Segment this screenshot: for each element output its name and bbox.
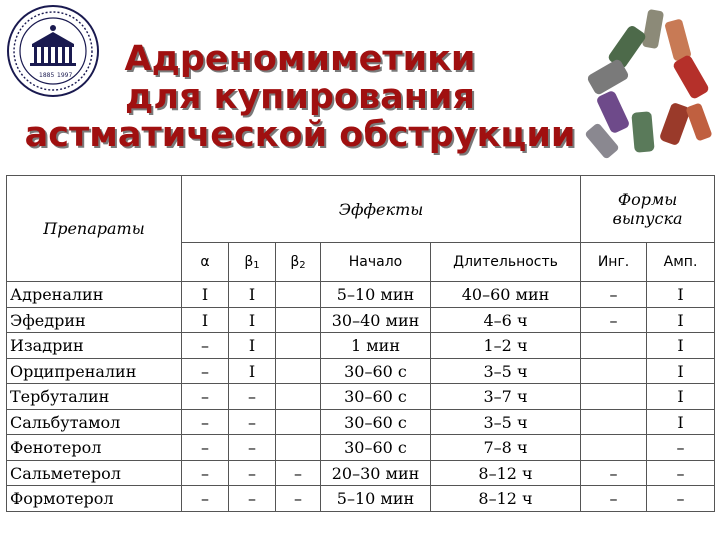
inhalation-cell xyxy=(581,384,647,410)
slide-title xyxy=(0,40,600,154)
ampoule-cell: – xyxy=(647,435,715,461)
title-line-1: Адреномиметики xyxy=(124,39,476,79)
beta2-cell xyxy=(276,282,321,308)
duration-cell: 3–5 ч xyxy=(431,358,581,384)
header-beta1: $\beta_1$ xyxy=(229,243,276,282)
onset-cell: 20–30 мин xyxy=(321,460,431,486)
onset-cell: 5–10 мин xyxy=(321,486,431,512)
beta2-cell xyxy=(276,333,321,359)
drug-name-cell: Формотерол xyxy=(7,486,182,512)
drug-name-cell: Изадрин xyxy=(7,333,182,359)
header-ampoules: Амп. xyxy=(647,243,715,282)
ampoule-cell: I xyxy=(647,409,715,435)
header-beta2: $\beta_2$ xyxy=(276,243,321,282)
header-inhalation: Инг. xyxy=(581,243,647,282)
table-row xyxy=(7,435,715,461)
inhalation-cell xyxy=(581,333,647,359)
adrenomimetics-table xyxy=(6,175,715,512)
drug-name-cell: Сальбутамол xyxy=(7,409,182,435)
inhalation-cell: – xyxy=(581,282,647,308)
duration-cell: 3–7 ч xyxy=(431,384,581,410)
drug-name-cell: Тербуталин xyxy=(7,384,182,410)
beta2-cell xyxy=(276,307,321,333)
drug-name-cell: Сальметерол xyxy=(7,460,182,486)
ampoule-cell: – xyxy=(647,486,715,512)
table-row xyxy=(7,333,715,359)
onset-cell: 30–60 с xyxy=(321,384,431,410)
ampoule-cell: I xyxy=(647,282,715,308)
table-row xyxy=(7,460,715,486)
header-onset: Начало xyxy=(321,243,431,282)
onset-cell: 30–40 мин xyxy=(321,307,431,333)
drug-name-cell: Адреналин xyxy=(7,282,182,308)
alpha-cell: – xyxy=(182,435,229,461)
table-row xyxy=(7,409,715,435)
alpha-cell: – xyxy=(182,333,229,359)
beta2-cell: – xyxy=(276,460,321,486)
beta1-cell: – xyxy=(229,435,276,461)
table-row xyxy=(7,358,715,384)
onset-cell: 1 мин xyxy=(321,333,431,359)
onset-cell: 5–10 мин xyxy=(321,282,431,308)
inhalation-cell xyxy=(581,409,647,435)
header-forms-line1: Формы xyxy=(617,190,678,210)
alpha-cell: I xyxy=(182,307,229,333)
header-effects: Эффекты xyxy=(182,176,581,243)
drug-name-cell: Эфедрин xyxy=(7,307,182,333)
duration-cell: 3–5 ч xyxy=(431,409,581,435)
duration-cell: 8–12 ч xyxy=(431,486,581,512)
title-line-2: для купирования xyxy=(125,77,475,117)
onset-cell: 30–60 с xyxy=(321,409,431,435)
header-duration: Длительность xyxy=(431,243,581,282)
onset-cell: 30–60 с xyxy=(321,435,431,461)
alpha-cell: – xyxy=(182,486,229,512)
drug-name-cell: Фенотерол xyxy=(7,435,182,461)
inhalation-cell: – xyxy=(581,460,647,486)
table-row xyxy=(7,307,715,333)
header-forms xyxy=(581,176,715,243)
beta1-cell: I xyxy=(229,358,276,384)
title-line-3: астматической обструкции xyxy=(24,115,576,155)
beta2-cell xyxy=(276,409,321,435)
header-drugs: Препараты xyxy=(7,176,182,282)
ampoule-cell: I xyxy=(647,333,715,359)
table-row xyxy=(7,486,715,512)
alpha-cell: – xyxy=(182,384,229,410)
duration-cell: 8–12 ч xyxy=(431,460,581,486)
inhalation-cell xyxy=(581,435,647,461)
beta1-cell: I xyxy=(229,307,276,333)
duration-cell: 7–8 ч xyxy=(431,435,581,461)
beta1-cell: – xyxy=(229,384,276,410)
onset-cell: 30–60 с xyxy=(321,358,431,384)
table-body xyxy=(7,282,715,512)
beta2-cell xyxy=(276,435,321,461)
header-forms-line2: выпуска xyxy=(612,209,683,229)
table-row xyxy=(7,384,715,410)
header-alpha: α xyxy=(182,243,229,282)
ampoule-cell: – xyxy=(647,460,715,486)
ampoule-cell: I xyxy=(647,358,715,384)
beta1-cell: I xyxy=(229,282,276,308)
beta2-cell xyxy=(276,384,321,410)
alpha-cell: – xyxy=(182,358,229,384)
beta1-cell: – xyxy=(229,409,276,435)
alpha-cell: I xyxy=(182,282,229,308)
table-row xyxy=(7,282,715,308)
duration-cell: 1–2 ч xyxy=(431,333,581,359)
inhalation-cell: – xyxy=(581,486,647,512)
beta1-cell: I xyxy=(229,333,276,359)
duration-cell: 40–60 мин xyxy=(431,282,581,308)
beta2-cell xyxy=(276,358,321,384)
seal-year-left: 1885 xyxy=(39,72,55,79)
beta2-cell: – xyxy=(276,486,321,512)
duration-cell: 4–6 ч xyxy=(431,307,581,333)
ampoule-cell: I xyxy=(647,307,715,333)
seal-year-right: 1997 xyxy=(57,72,73,79)
alpha-cell: – xyxy=(182,460,229,486)
alpha-cell: – xyxy=(182,409,229,435)
header-row-1 xyxy=(7,176,715,243)
inhalers-image xyxy=(585,4,720,169)
beta1-cell: – xyxy=(229,486,276,512)
drug-name-cell: Орципреналин xyxy=(7,358,182,384)
inhalation-cell: – xyxy=(581,307,647,333)
beta1-cell: – xyxy=(229,460,276,486)
inhalation-cell xyxy=(581,358,647,384)
ampoule-cell: I xyxy=(647,384,715,410)
